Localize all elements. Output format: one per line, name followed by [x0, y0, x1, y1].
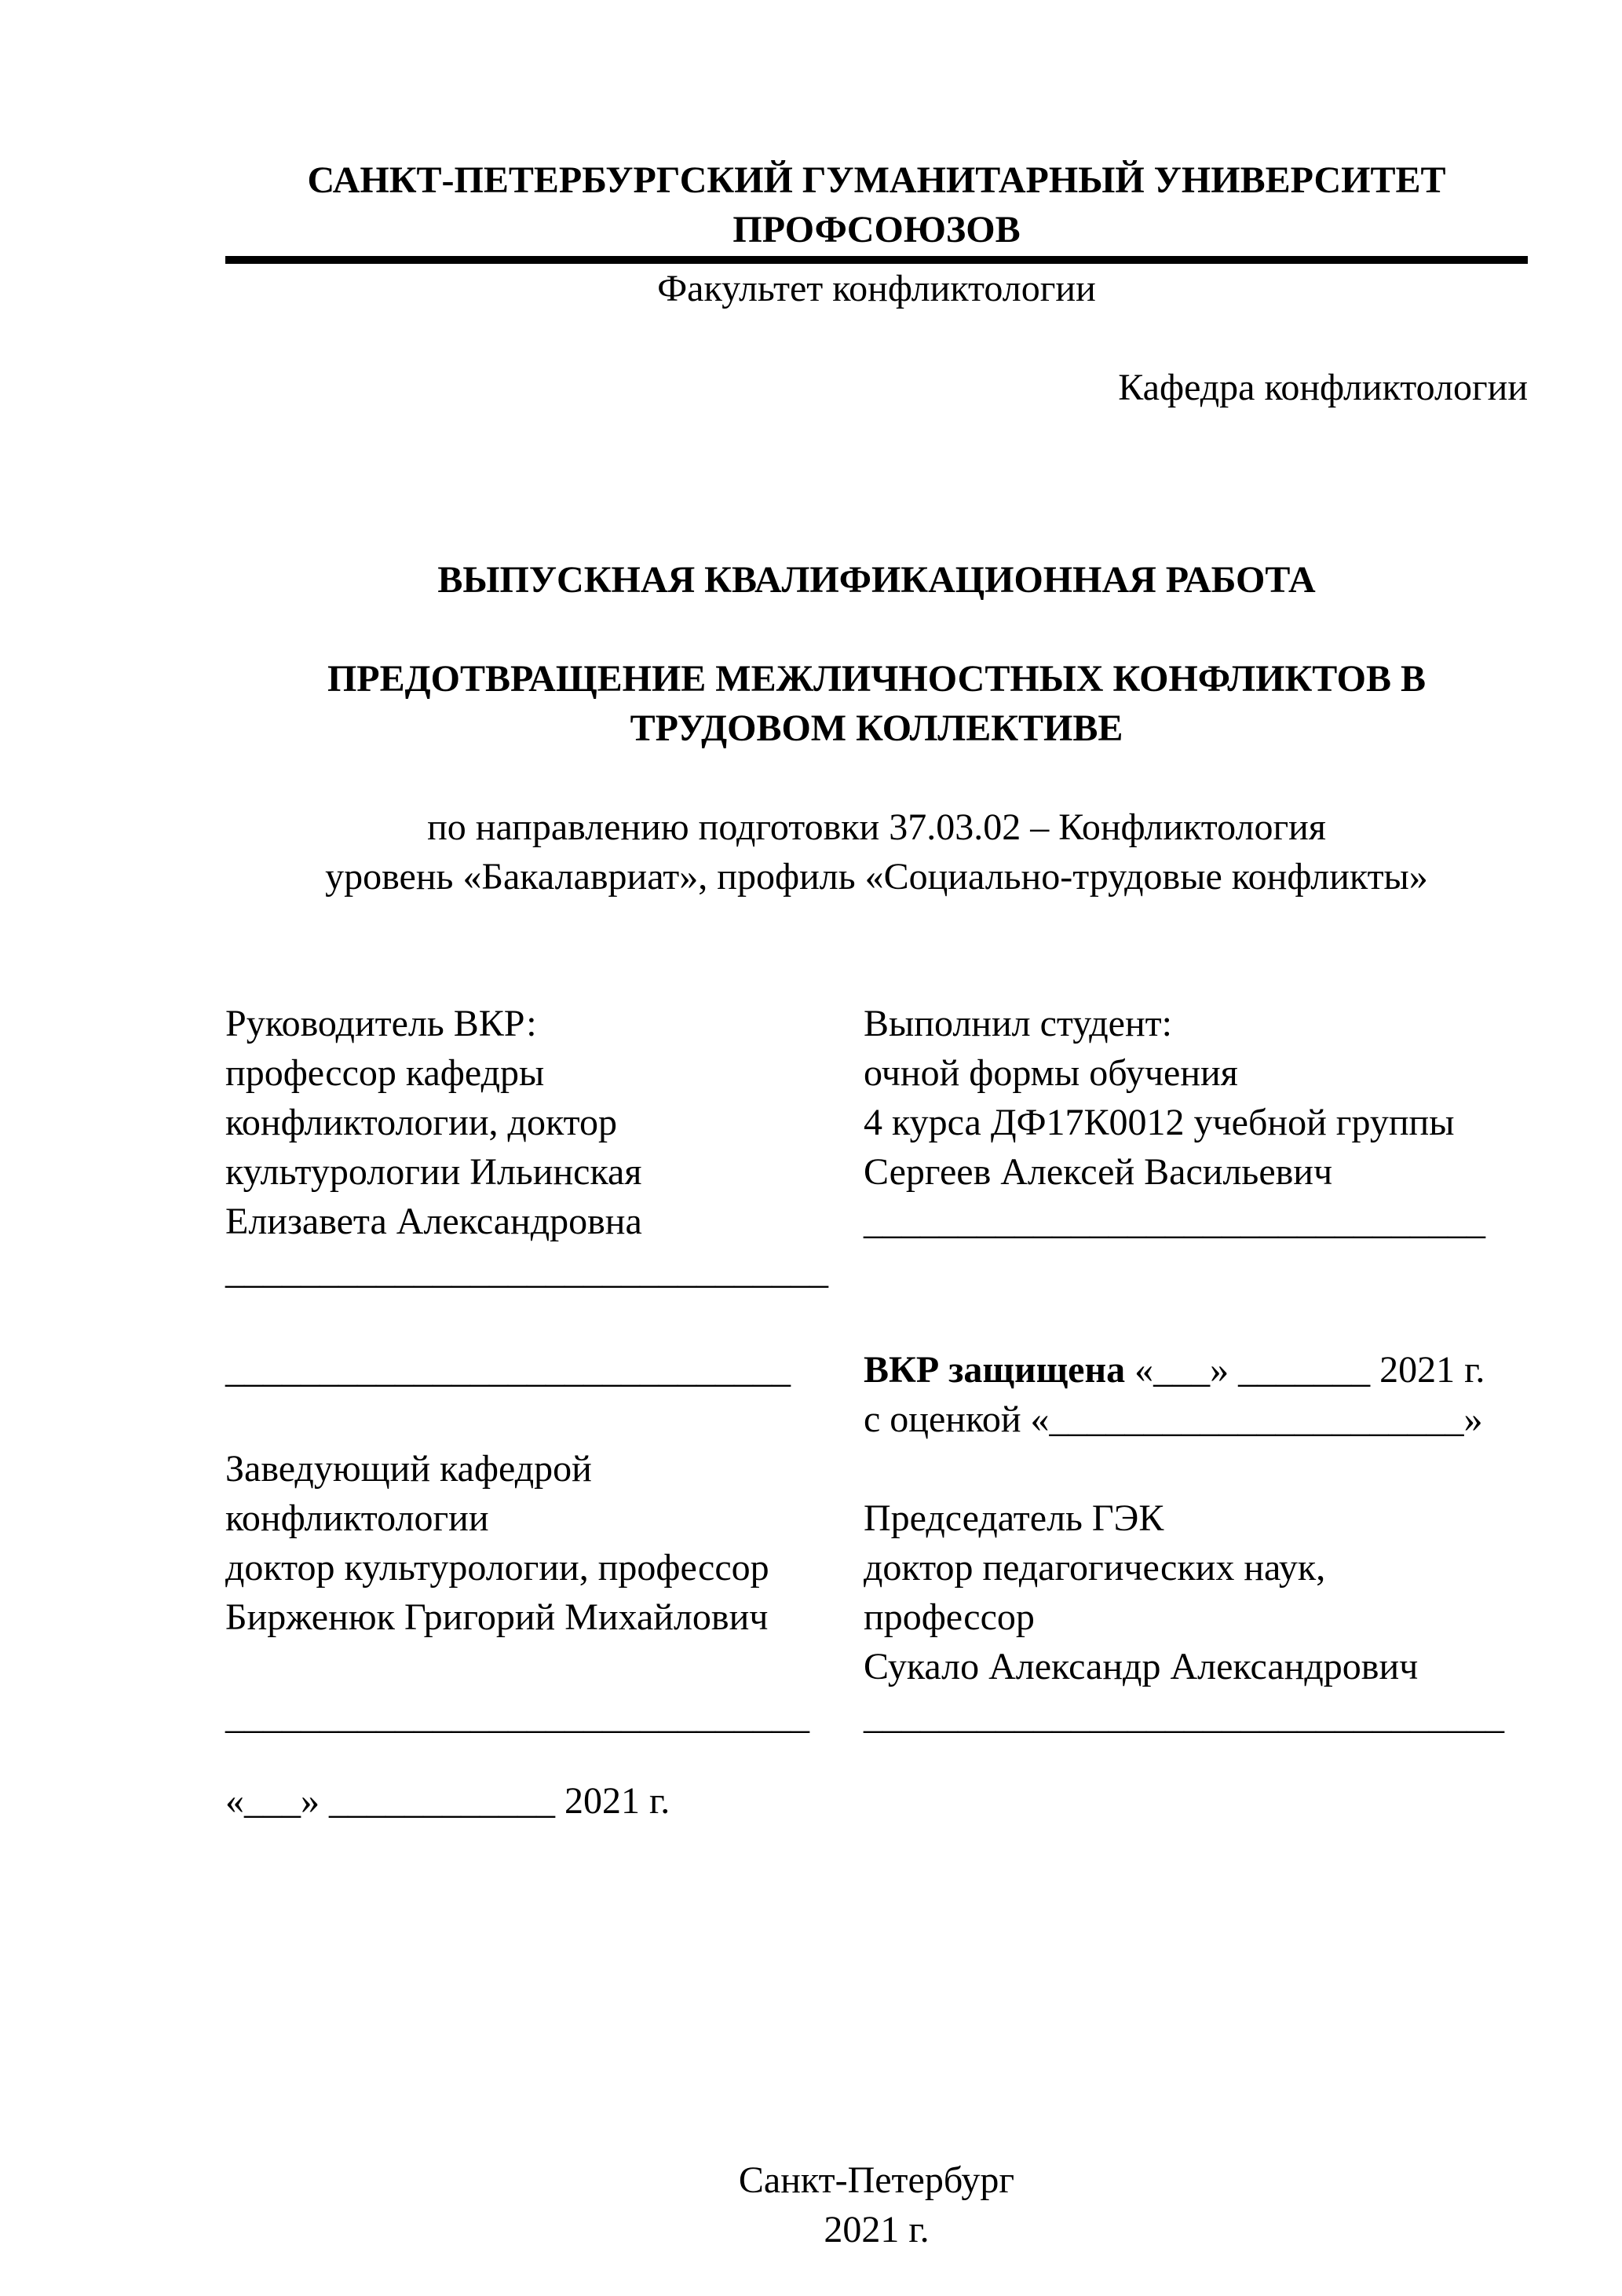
department-head-block: [225, 1444, 864, 1642]
department-name: Кафедра конфликтологии: [1118, 367, 1528, 408]
faculty-name: Факультет конфликтологии: [657, 268, 1096, 309]
footer-city: Санкт-Петербург: [738, 2159, 1015, 2201]
defense-date-line: [864, 1345, 1528, 1395]
signature-columns: [225, 999, 1528, 1826]
defense-label: ВКР защищена: [864, 1349, 1126, 1391]
chairman-line: профессор: [864, 1596, 1035, 1638]
student-name: Сергеев Алексей Васильевич: [864, 1151, 1333, 1193]
thesis-title-line1: ПРЕДОТВРАЩЕНИЕ МЕЖЛИЧНОСТНЫХ КОНФЛИКТОВ В: [327, 658, 1427, 700]
footer-year: 2021 г.: [824, 2209, 930, 2250]
header-divider-rule: [225, 256, 1528, 264]
left-column: [225, 999, 864, 1826]
footer: [225, 2155, 1528, 2254]
work-type-heading: ВЫПУСКНАЯ КВАЛИФИКАЦИОННАЯ РАБОТА: [437, 559, 1316, 601]
supervisor-role-label: Руководитель ВКР:: [225, 1003, 537, 1044]
student-role-label: Выполнил студент:: [864, 1003, 1172, 1044]
supervisor-line: конфликтологии, доктор: [225, 1102, 617, 1143]
student-line: очной формы обучения: [864, 1052, 1238, 1094]
supervisor-line: Елизавета Александровна: [225, 1201, 642, 1242]
university-name-line2: ПРОФСОЮЗОВ: [732, 209, 1021, 250]
student-signature-line: _________________________________: [864, 1201, 1485, 1242]
department-head-date-blank: «___» ____________ 2021 г.: [225, 1780, 670, 1822]
chairman-line: Председатель ГЭК: [864, 1497, 1164, 1539]
thesis-title-line2: ТРУДОВОМ КОЛЛЕКТИВЕ: [630, 707, 1123, 749]
department-head-signature-line: _______________________________: [225, 1695, 809, 1737]
level-profile-line: уровень «Бакалавриат», профиль «Социально-трудовые конфликты»: [325, 856, 1428, 898]
department-head-line: доктор культурологии, профессор: [225, 1547, 769, 1589]
department-head-name: Бирженюк Григорий Михайлович: [225, 1596, 769, 1638]
supervisor-signature-line-1: ________________________________: [225, 1250, 828, 1292]
direction-line: по направлению подготовки 37.03.02 – Конфликтология: [427, 806, 1326, 848]
chairman-name: Сукало Александр Александрович: [864, 1646, 1419, 1687]
department-head-line: конфликтологии: [225, 1497, 489, 1539]
supervisor-line: профессор кафедры: [225, 1052, 545, 1094]
defense-block: [864, 1345, 1528, 1444]
supervisor-line: культурологии Ильинская: [225, 1151, 642, 1193]
defense-grade-blank: с оценкой «______________________»: [864, 1398, 1483, 1440]
student-line: 4 курса ДФ17К0012 учебной группы: [864, 1102, 1455, 1143]
chairman-signature-line: __________________________________: [864, 1695, 1504, 1737]
right-column: [864, 999, 1528, 1741]
supervisor-signature-line-2: ______________________________: [225, 1349, 791, 1391]
chairman-block: [864, 1493, 1528, 1691]
university-name-line1: САНКТ-ПЕТЕРБУРГСКИЙ ГУМАНИТАРНЫЙ УНИВЕРСИТЕТ: [307, 159, 1446, 201]
chairman-line: доктор педагогических наук,: [864, 1547, 1326, 1589]
defense-date-blank: «___» _______ 2021 г.: [1125, 1349, 1485, 1391]
department-head-line: Заведующий кафедрой: [225, 1448, 592, 1490]
